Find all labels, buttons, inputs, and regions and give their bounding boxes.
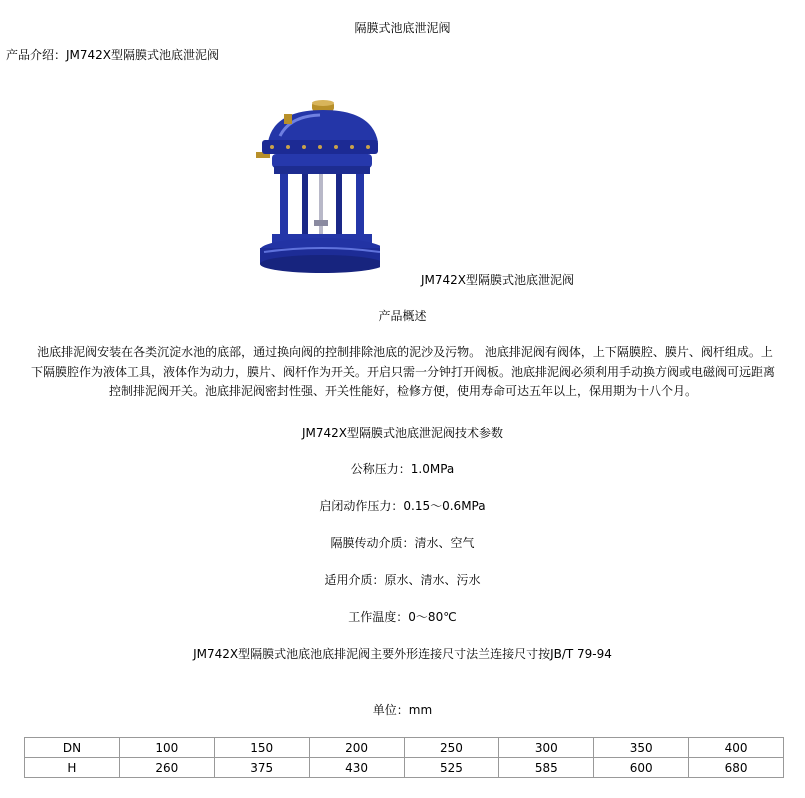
table-cell: 350	[594, 738, 689, 758]
table-header-cell: DN	[25, 738, 120, 758]
table-row	[25, 738, 784, 758]
table-cell: 150	[214, 738, 309, 758]
page-title: 隔膜式池底泄泥阀	[354, 21, 451, 35]
overview-heading: 产品概述	[378, 309, 427, 323]
table-cell: 585	[499, 758, 594, 778]
table-header-cell: H	[25, 758, 120, 778]
table-cell: 100	[119, 738, 214, 758]
table-cell: 260	[119, 758, 214, 778]
table-cell: 680	[689, 758, 784, 778]
spec-nominal-pressure: 公称压力：1.0MPa	[350, 462, 455, 476]
spec-operating-pressure: 启闭动作压力：0.15～0.6MPa	[319, 499, 486, 513]
overview-paragraph: 池底排泥阀安装在各类沉淀水池的底部，通过换向阀的控制排除池底的泥沙及污物。 池底排泥阀有阀体，上下隔膜腔、膜片、阀杆组成。上下隔膜腔作为液体工具，液体作为动力，膜片、阀杆作为开关。开启只需一分钟打开阀板。池底排泥阀必须利用手动换方阀或电磁阀可远距离控制排泥阀开关。池底排泥阀密封性强、开关性能好，检修方便，使用寿命可达五年以上，保用期为十八个月。	[30, 345, 775, 398]
table-cell: 525	[404, 758, 499, 778]
table-cell: 300	[499, 738, 594, 758]
specs-heading: JM742X型隔膜式池底泄泥阀技术参数	[301, 426, 504, 440]
table-cell: 600	[594, 758, 689, 778]
spec-working-temperature: 工作温度：0～80℃	[348, 610, 457, 624]
dimensions-table	[24, 737, 784, 778]
spec-dimensions-note: JM742X型隔膜式池底池底排泥阀主要外形连接尺寸法兰连接尺寸按JB/T 79-94	[193, 647, 612, 661]
image-caption: JM742X型隔膜式池底泄泥阀	[421, 273, 575, 287]
valve-product-image	[250, 100, 380, 275]
spec-applicable-medium: 适用介质：原水、清水、污水	[324, 573, 481, 587]
spec-unit: 单位：mm	[372, 703, 433, 717]
table-cell: 430	[309, 758, 404, 778]
table-row	[25, 758, 784, 778]
table-cell: 400	[689, 738, 784, 758]
table-cell: 250	[404, 738, 499, 758]
spec-drive-medium: 隔膜传动介质：清水、空气	[330, 536, 475, 550]
table-cell: 200	[309, 738, 404, 758]
product-intro: 产品介绍：JM742X型隔膜式池底泄泥阀	[6, 48, 220, 62]
table-cell: 375	[214, 758, 309, 778]
